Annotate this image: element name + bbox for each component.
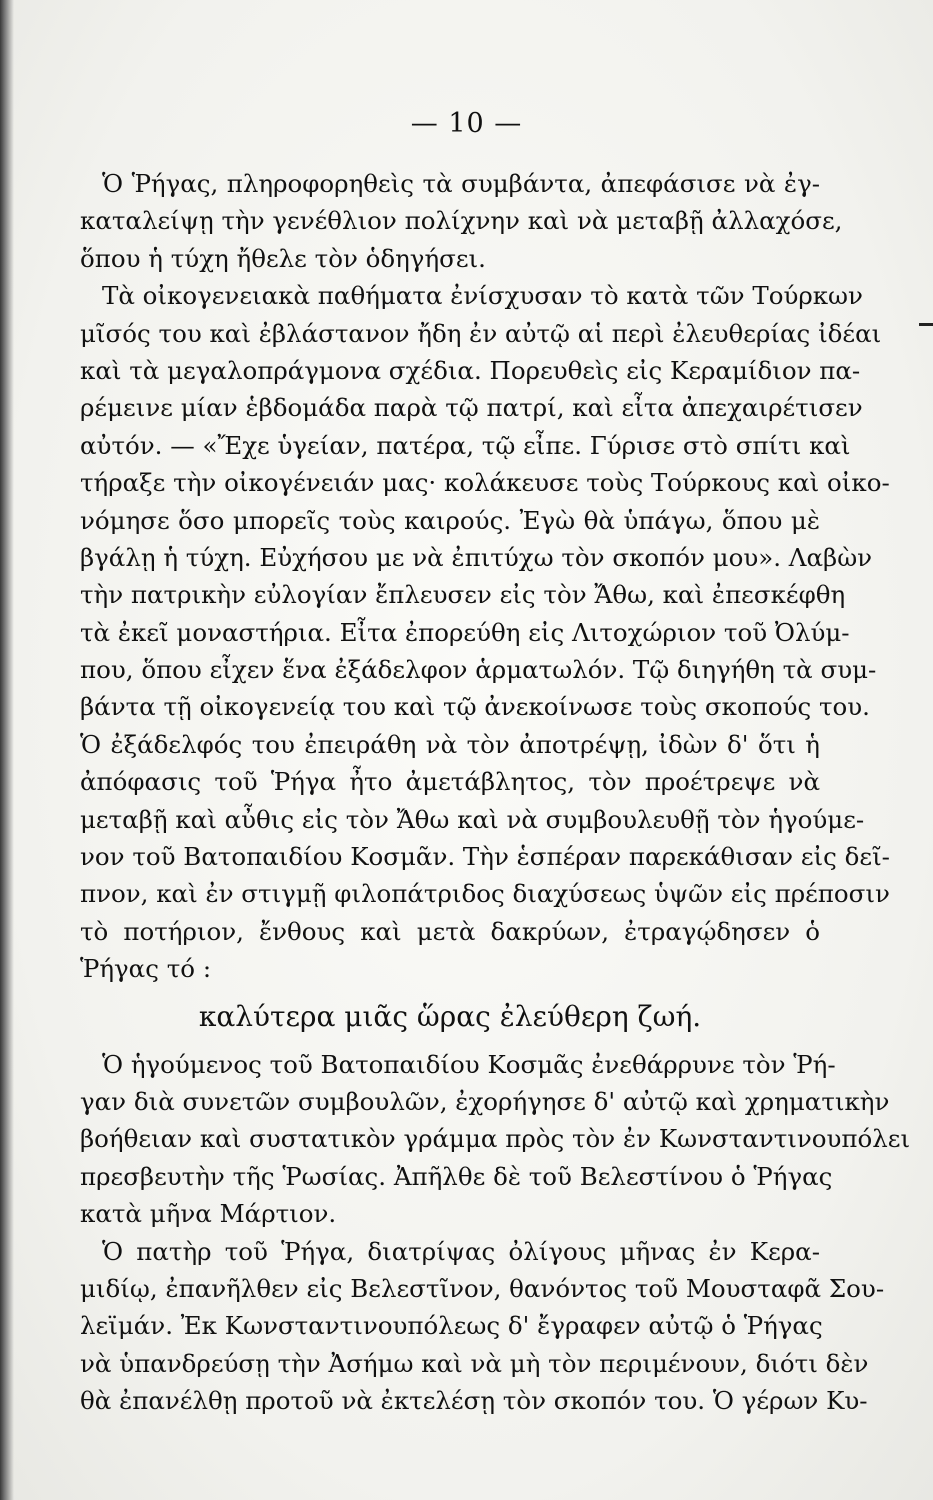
text-line: Ὁ πατὴρ τοῦ Ῥήγα, διατρίψας ὀλίγους μῆνας ἐν Κερα- (102, 1236, 820, 1266)
text-line: ἀπόφασις τοῦ Ῥήγα ἦτο ἀμετάβλητος, τὸν προέτρεψε νὰ (80, 767, 820, 797)
text-line: τήραξε τὴν οἰκογένειάν μας· κολάκευσε τοὺς Τούρκους καὶ οἰκο- (80, 468, 890, 498)
text-line: Τὰ οἰκογενειακὰ παθήματα ἐνίσχυσαν τὸ κατὰ τῶν Τούρκων (102, 281, 863, 311)
text-line: ὅπου ἡ τύχη ἤθελε τὸν ὁδηγήσει. (80, 243, 486, 273)
text-line: βγάλῃ ἡ τύχη. Εὐχήσου με νὰ ἐπιτύχω τὸν σκοπόν μου». Λαβὼν (80, 542, 873, 572)
text-line: βάντα τῇ οἰκογενείᾳ του καὶ τῷ ἀνεκοίνωσε τοὺς σκοπούς του. (80, 692, 870, 722)
text-line: καὶ τὰ μεγαλοπράγμονα σχέδια. Πορευθεὶς εἰς Κεραμίδιον πα- (80, 355, 861, 385)
text-line: τὸ ποτήριον, ἔνθους καὶ μετὰ δακρύων, ἐτραγῴδησεν ὁ (80, 916, 820, 946)
text-line: τὰ ἐκεῖ μοναστήρια. Εἶτα ἐπορεύθη εἰς Λιτοχώριον τοῦ Ὀλύμ- (80, 617, 850, 647)
text-line: νὰ ὑπανδρεύσῃ τὴν Ἀσήμω καὶ νὰ μὴ τὸν περιμένουν, διότι δὲν (80, 1348, 869, 1378)
text-line: Ῥήγας τό : (80, 954, 212, 984)
text-line: πνον, καὶ ἐν στιγμῇ φιλοπάτριδος διαχύσεως ὑψῶν εἰς πρέποσιν (80, 879, 890, 909)
text-line: βοήθειαν καὶ συστατικὸν γράμμα πρὸς τὸν ἐν Κωνσταντινουπόλει (80, 1124, 911, 1154)
page-binding-shadow (0, 0, 14, 1500)
text-line: που, ὅπου εἶχεν ἕνα ἐξάδελφον ἁρματωλόν. Τῷ διηγήθη τὰ συμ- (80, 655, 877, 685)
page-number: — 10 — (410, 108, 523, 139)
text-line: τὴν πατρικὴν εὐλογίαν ἔπλευσεν εἰς τὸν Ἄθω, καὶ ἐπεσκέφθη (80, 580, 846, 610)
text-line: νον τοῦ Βατοπαιδίου Κοσμᾶν. Τὴν ἑσπέραν παρεκάθισαν εἰς δεῖ- (80, 842, 890, 872)
text-line: πρεσβευτὴν τῆς Ῥωσίας. Ἀπῆλθε δὲ τοῦ Βελεστίνου ὁ Ῥήγας (80, 1161, 833, 1191)
text-line: αὐτόν. — «Ἔχε ὑγείαν, πατέρα, τῷ εἶπε. Γύρισε στὸ σπίτι καὶ (80, 430, 851, 460)
text-line: νόμησε ὅσο μπορεῖς τοὺς καιρούς. Ἐγὼ θὰ ὑπάγω, ὅπου μὲ (80, 505, 820, 535)
text-line: μῖσός του καὶ ἐβλάστανον ἤδη ἐν αὐτῷ αἱ περὶ ἐλευθερίας ἰδέαι (80, 318, 882, 348)
text-line: γαν διὰ συνετῶν συμβουλῶν, ἐχορήγησε δ' αὐτῷ καὶ χρηματικὴν (80, 1086, 890, 1116)
margin-mark (919, 323, 933, 326)
body-text (80, 165, 911, 1420)
text-line: Ὁ ἐξάδελφός του ἐπειράθη νὰ τὸν ἀποτρέψῃ, ἰδὼν δ' ὅτι ἡ (80, 729, 820, 759)
text-line: κατὰ μῆνα Μάρτιον. (80, 1199, 337, 1229)
text-line: ρέμεινε μίαν ἑβδομάδα παρὰ τῷ πατρί, καὶ εἶτα ἀπεχαιρέτισεν (80, 393, 863, 423)
text-line: μιδίῳ, ἐπανῆλθεν εἰς Βελεστῖνον, θανόντος τοῦ Μουσταφᾶ Σου- (80, 1273, 885, 1303)
text-line: Ὁ Ῥήγας, πληροφορηθεὶς τὰ συμβάντα, ἀπεφάσισε νὰ ἐγ- (102, 169, 820, 198)
text-line: καταλείψῃ τὴν γενέθλιον πολίχνην καὶ νὰ μεταβῇ ἀλλαχόσε, (80, 206, 843, 236)
verse-line: καλύτερα μιᾶς ὥρας ἐλεύθερη ζωή. (198, 999, 702, 1033)
text-line: θὰ ἐπανέλθῃ προτοῦ νὰ ἐκτελέσῃ τὸν σκοπόν του. Ὁ γέρων Κυ- (80, 1386, 868, 1416)
text-line: μεταβῇ καὶ αὖθις εἰς τὸν Ἄθω καὶ νὰ συμβουλευθῇ τὸν ἡγούμε- (80, 804, 865, 834)
text-line: λεϊμάν. Ἐκ Κωνσταντινουπόλεως δ' ἔγραφεν αὐτῷ ὁ Ῥήγας (80, 1311, 823, 1341)
text-line: Ὁ ἡγούμενος τοῦ Βατοπαιδίου Κοσμᾶς ἐνεθάρρυνε τὸν Ῥή- (102, 1049, 836, 1079)
